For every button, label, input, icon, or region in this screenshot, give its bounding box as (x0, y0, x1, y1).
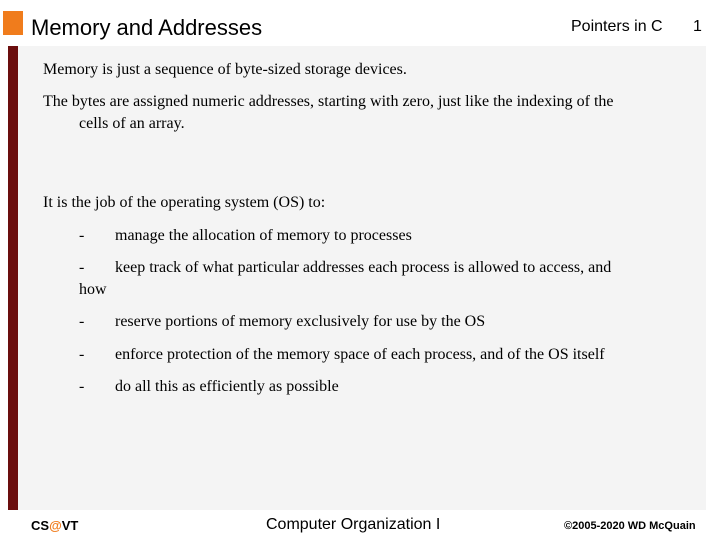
slide-number: 1 (693, 18, 702, 35)
footer-institution-suffix: VT (61, 518, 79, 533)
footer-course-name: Computer Organization I (266, 516, 441, 533)
left-accent-bar (8, 46, 18, 510)
bullet-dash: - (79, 378, 85, 395)
bullet-text: reserve portions of memory exclusively for use by the OS (115, 313, 486, 330)
paragraph-addresses (43, 91, 698, 135)
list-item (79, 344, 689, 366)
bullet-text: manage the allocation of memory to processes (115, 227, 412, 244)
paragraph-memory-sequence: Memory is just a sequence of byte-sized storage devices. (43, 61, 407, 78)
bullet-dash: - (79, 346, 85, 363)
footer-institution (31, 517, 78, 535)
bullet-text: enforce protection of the memory space of each process, and of the OS itself (115, 346, 605, 363)
bullet-dash: - (79, 313, 85, 330)
slide-title: Memory and Addresses (31, 15, 263, 40)
paragraph-addresses-line1: The bytes are assigned numeric addresses, starting with zero, just like the indexing of the (43, 93, 614, 110)
list-item (79, 376, 689, 398)
bullet-text: do all this as efficiently as possible (115, 378, 339, 395)
bullet-wrap-text: how (79, 281, 107, 298)
footer-institution-at: @ (49, 518, 62, 533)
course-topic: Pointers in C (571, 18, 663, 35)
list-item (79, 225, 689, 247)
footer-copyright: ©2005-2020 WD McQuain (564, 520, 696, 532)
paragraph-addresses-line2: cells of an array. (79, 115, 185, 132)
bullet-text: keep track of what particular addresses each process is allowed to access, and (115, 259, 612, 276)
list-item (79, 311, 689, 333)
list-item (79, 257, 689, 279)
bullet-dash: - (79, 259, 85, 276)
paragraph-os-job: It is the job of the operating system (OS) to: (43, 194, 326, 211)
bullet-dash: - (79, 227, 85, 244)
footer-institution-prefix: CS (31, 518, 50, 533)
title-accent-square (3, 11, 23, 35)
